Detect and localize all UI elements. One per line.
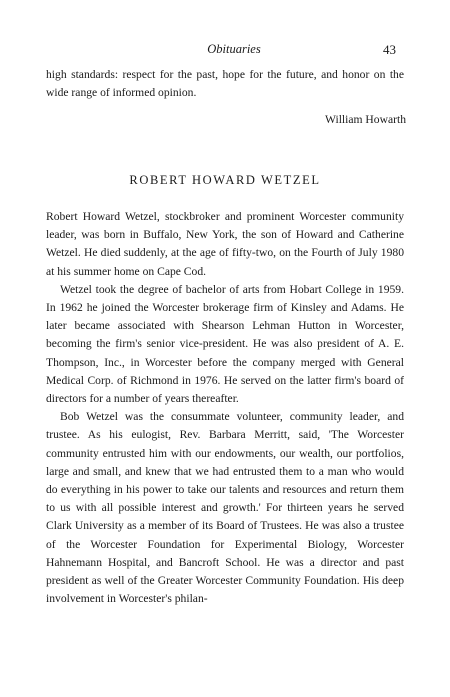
running-title: Obituaries — [207, 42, 261, 56]
running-head — [72, 42, 396, 62]
body-paragraph: Robert Howard Wetzel, stockbroker and prominent Worcester community leader, was born in Buffalo, New York, the son of Howard and Catherine Wetzel. He died suddenly, at the age of fifty-two, on the Fourth of July 1980 at his summer home on Cape Cod. — [46, 210, 404, 278]
body-paragraph: Wetzel took the degree of bachelor of arts from Hobart College in 1959. In 1962 he joined the Worcester brokerage firm of Kinsley and Adams. He later became associated with Shearson Lehman Hutton in Worcester, becoming the firm's senior vice-president. He was also president of A. E. Thompson, Inc., in Worcester before the company merged with General Medical Corp. of Richmond in 1976. He served on the latter firm's board of directors for a number of years thereafter. — [46, 282, 404, 406]
obituary-body — [46, 208, 404, 608]
page-number: 43 — [383, 42, 396, 57]
author-signature: William Howarth — [325, 113, 406, 126]
obituary-title: ROBERT HOWARD WETZEL — [129, 173, 321, 187]
closing-paragraph: high standards: respect for the past, hope for the future, and honor on the wide range of informed opinion. — [46, 68, 404, 100]
previous-obituary-ending — [46, 66, 404, 102]
body-paragraph: Bob Wetzel was the consummate volunteer, community leader, and trustee. As his eulogist, Rev. Barbara Merritt, said, 'The Worcester community entrusted him with our endowments, our wealth, our portfolios, large and small, and knew that we had entrusted them to a man who would do everything in his power to take our talents and resources and return them to us with all possible interest and growth.' For thirteen years he served Clark University as a member of its Board of Trustees. He was also a trustee of the Worcester Foundation for Experimental Biology, Worcester Hahnemann Hospital, and Bancroft School. He was a director and past president as well of the Greater Worcester Community Foundation. His deep involvement in Worcester's philan- — [46, 410, 404, 606]
